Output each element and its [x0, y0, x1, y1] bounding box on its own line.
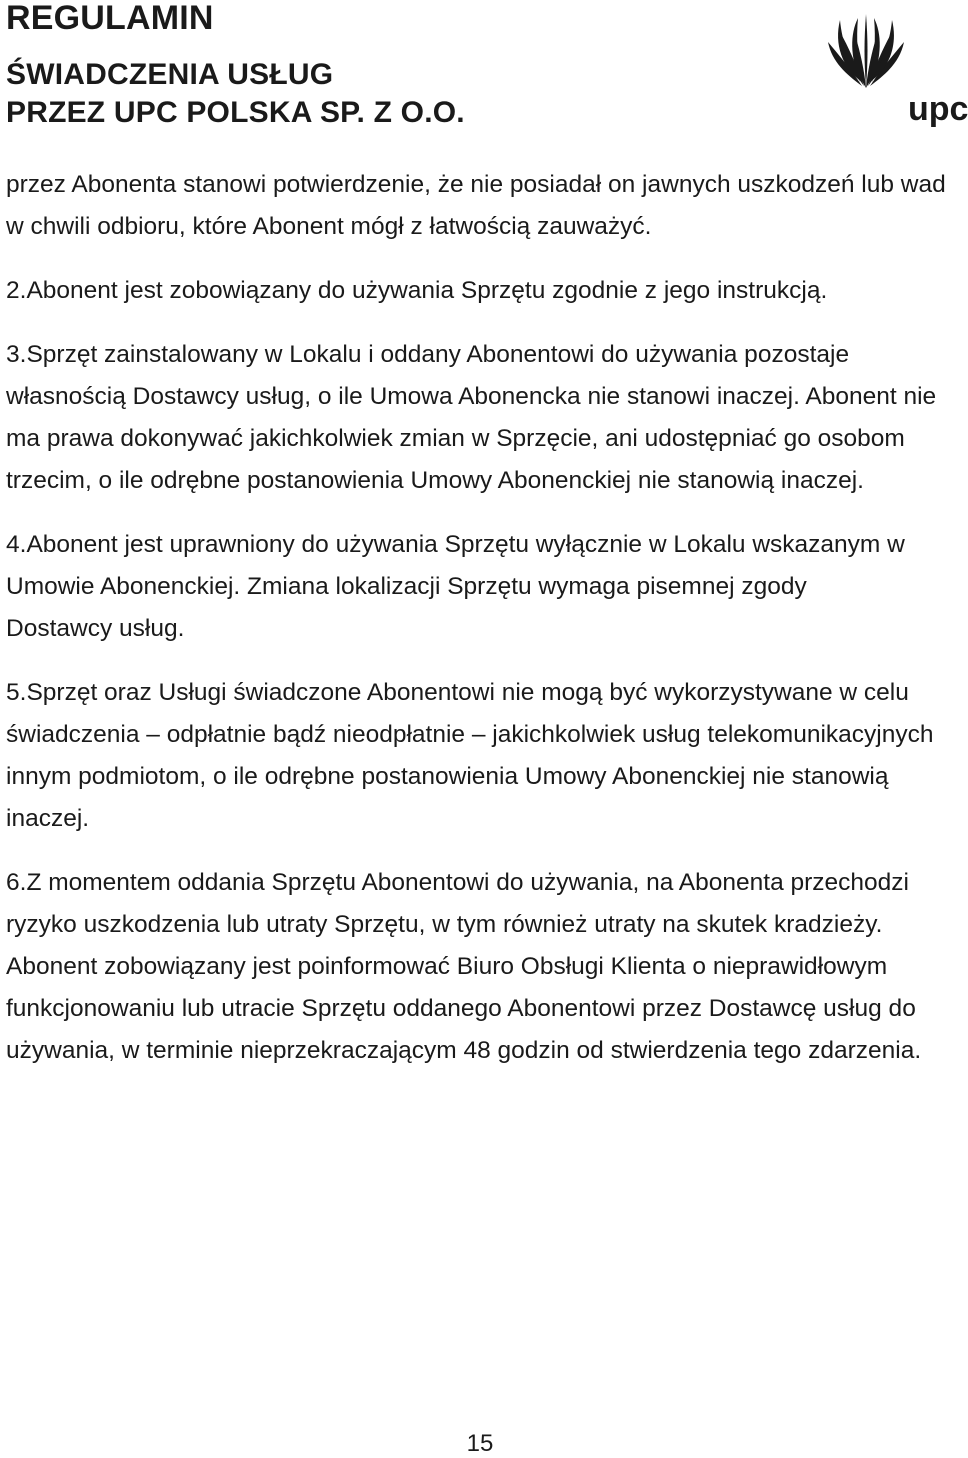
paragraph-text: Z momentem oddania Sprzętu Abonentowi do używania, na Abonenta przechodzi ryzyko uszkodzenia lub utraty Sprzętu, w tym również utraty na skutek kradzieży. Abonent zobowiązany jest poinformować Biuro Obsługi Klienta o nieprawidłowym funkcjonowaniu lub utracie Sprzętu oddanego Abonentowi przez Dostawcę usług do używania, w terminie nieprzekraczającym 48 godzin od stwierdzenia tego zdarzenia.: [6, 869, 922, 1064]
paragraph-number: 5.: [6, 679, 27, 706]
upc-logo: [826, 12, 968, 130]
document-body: [6, 164, 954, 1094]
document-header: [6, 0, 786, 132]
document-subtitle: [6, 56, 786, 132]
paragraph-2: [6, 270, 954, 312]
paragraph-text: Sprzęt oraz Usługi świadczone Abonentowi nie mogą być wykorzystywane w celu świadczenia – odpłatnie bądź nieodpłatnie – jakichkolwiek usług telekomunikacyjnych innym podmiotom, o ile odrębne postanowienia Umowy Abonenckiej nie stanowią inaczej.: [6, 679, 934, 832]
paragraph-6: [6, 862, 954, 1072]
paragraph-text: Sprzęt zainstalowany w Lokalu i oddany Abonentowi do używania pozostaje własnością Dostawcy usług, o ile Umowa Abonencka nie stanowi inaczej. Abonent nie ma prawa dokonywać jakichkolwiek zmian w Sprzęcie, ani udostępniać go osobom trzecim, o ile odrębne postanowienia Umowy Abonenckiej nie stanowią inaczej.: [6, 341, 937, 494]
paragraph-5: [6, 672, 954, 840]
paragraph-text: Abonent jest zobowiązany do używania Sprzętu zgodnie z jego instrukcją.: [26, 277, 828, 304]
subtitle-line-2: PRZEZ UPC POLSKA SP. Z O.O.: [6, 96, 465, 129]
page-number: 15: [466, 1430, 494, 1457]
paragraph-text: Abonent jest uprawniony do używania Sprzętu wyłącznie w Lokalu wskazanym w Umowie Abonenckiej. Zmiana lokalizacji Sprzętu wymaga pisemnej zgody: [6, 531, 905, 600]
subtitle-line-1: ŚWIADCZENIA USŁUG: [6, 58, 334, 91]
upc-logo-text: upc: [908, 90, 968, 128]
document-title: REGULAMIN: [6, 0, 214, 37]
upc-logo-icon: [826, 12, 906, 88]
paragraph-number: 2.: [6, 277, 27, 304]
paragraph-text-continuation: Dostawcy usług.: [6, 615, 185, 642]
paragraph-continuation: [6, 164, 954, 248]
paragraph-number: 6.: [6, 869, 27, 896]
paragraph-number: 4.: [6, 531, 27, 558]
paragraph-text: przez Abonenta stanowi potwierdzenie, że nie posiadał on jawnych uszkodzeń lub wad w chwili odbioru, które Abonent mógł z łatwością zauważyć.: [6, 171, 946, 240]
paragraph-number: 3.: [6, 341, 27, 368]
paragraph-4: [6, 524, 954, 650]
paragraph-3: [6, 334, 954, 502]
